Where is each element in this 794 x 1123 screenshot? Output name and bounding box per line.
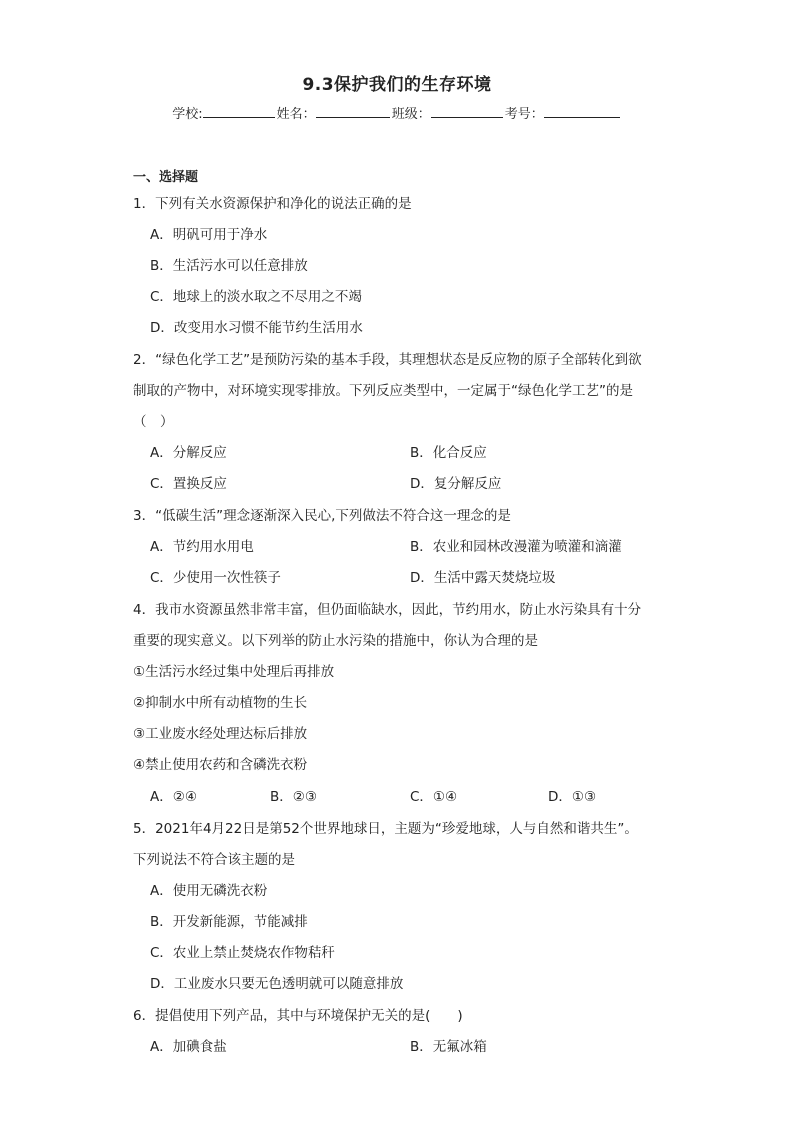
q3-option-b[interactable]: B．农业和园林改漫灌为喷灌和滴灌 (410, 539, 622, 555)
student-info-row (0, 103, 794, 122)
school-label: 学校: (172, 107, 203, 122)
q2-option-d[interactable]: D．复分解反应 (410, 476, 502, 492)
q5-option-c[interactable]: C．农业上禁止焚烧农作物秸秆 (150, 945, 335, 961)
q4-option-d[interactable]: D．①③ (548, 789, 597, 805)
q4-option-b[interactable]: B．②③ (270, 789, 317, 805)
school-blank[interactable] (203, 103, 275, 118)
question-4-stem-line-2: 重要的现实意义。以下列举的防止水污染的措施中，你认为合理的是 (133, 633, 538, 649)
question-6-stem: 6．提倡使用下列产品，其中与环境保护无关的是( ) (133, 1008, 463, 1024)
class-label: 班级： (391, 107, 431, 122)
q1-option-d[interactable]: D．改变用水习惯不能节约生活用水 (150, 320, 363, 336)
q3-option-a[interactable]: A．节约用水用电 (150, 539, 254, 555)
class-blank[interactable] (431, 103, 503, 118)
exam-no-blank[interactable] (544, 103, 620, 118)
q1-option-b[interactable]: B．生活污水可以任意排放 (150, 258, 308, 274)
q4-option-c[interactable]: C．①④ (410, 789, 458, 805)
q5-option-d[interactable]: D．工业废水只要无色透明就可以随意排放 (150, 976, 404, 992)
q3-option-d[interactable]: D．生活中露天焚烧垃圾 (410, 570, 556, 586)
q2-option-c[interactable]: C．置换反应 (150, 476, 227, 492)
q3-option-c[interactable]: C．少使用一次性筷子 (150, 570, 281, 586)
q6-option-b[interactable]: B．无氟冰箱 (410, 1039, 487, 1055)
name-label: 姓名： (276, 107, 316, 122)
q4-item-1: ①生活污水经过集中处理后再排放 (133, 664, 335, 680)
q1-option-c[interactable]: C．地球上的淡水取之不尽用之不竭 (150, 289, 362, 305)
question-2-stem-line-2: 制取的产物中，对环境实现零排放。下列反应类型中，一定属于“绿色化学工艺”的是 (133, 383, 633, 399)
q2-option-a[interactable]: A．分解反应 (150, 445, 227, 461)
q4-option-a[interactable]: A．②④ (150, 789, 197, 805)
question-5-stem-line-1: 5．2021年4月22日是第52个世界地球日，主题为“珍爱地球，人与自然和谐共生”。 (133, 821, 638, 837)
q6-option-a[interactable]: A．加碘食盐 (150, 1039, 227, 1055)
q1-option-a[interactable]: A．明矾可用于净水 (150, 227, 268, 243)
question-2-stem-line-3: （ ） (133, 414, 174, 430)
question-3-stem: 3．“低碳生活”理念逐渐深入民心,下列做法不符合这一理念的是 (133, 508, 511, 524)
q5-option-b[interactable]: B．开发新能源，节能减排 (150, 914, 308, 930)
question-4-stem-line-1: 4．我市水资源虽然非常丰富，但仍面临缺水，因此，节约用水，防止水污染具有十分 (133, 602, 642, 618)
section-heading: 一、选择题 (133, 170, 199, 185)
q4-item-4: ④禁止使用农药和含磷洗衣粉 (133, 757, 308, 773)
q5-option-a[interactable]: A．使用无磷洗衣粉 (150, 883, 268, 899)
question-5-stem-line-2: 下列说法不符合该主题的是 (133, 852, 295, 868)
question-1-stem: 1．下列有关水资源保护和净化的说法正确的是 (133, 196, 412, 212)
exam-no-label: 考号： (504, 107, 544, 122)
question-2-stem-line-1: 2．“绿色化学工艺”是预防污染的基本手段，其理想状态是反应物的原子全部转化到欲 (133, 352, 642, 368)
name-blank[interactable] (316, 103, 390, 118)
q2-option-b[interactable]: B．化合反应 (410, 445, 487, 461)
q4-item-2: ②抑制水中所有动植物的生长 (133, 695, 308, 711)
page-title: 9.3保护我们的生存环境 (302, 75, 492, 95)
q4-item-3: ③工业废水经处理达标后排放 (133, 726, 308, 742)
